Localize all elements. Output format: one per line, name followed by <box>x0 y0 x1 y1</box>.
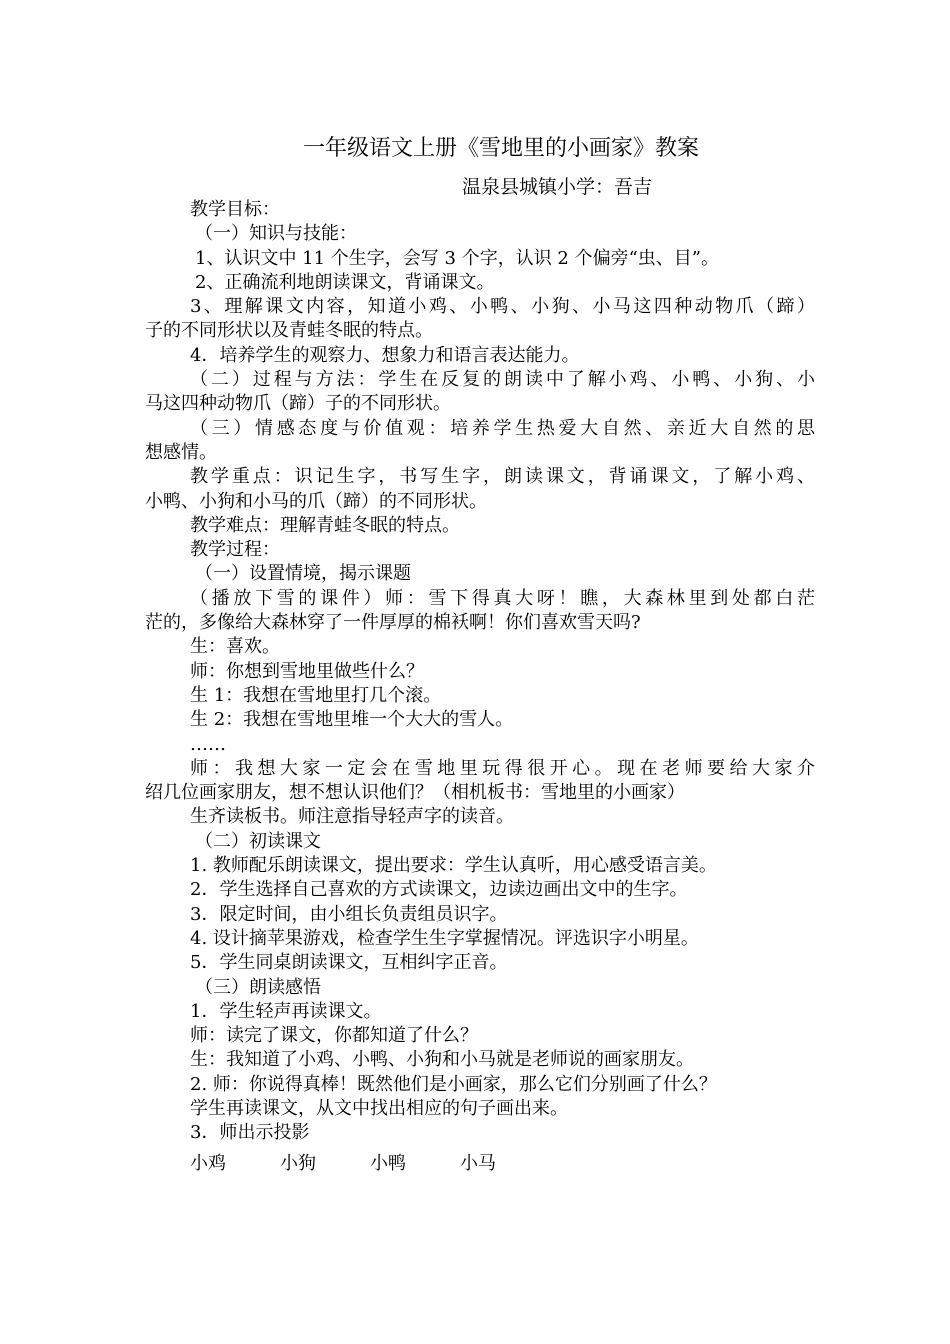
animal-item: 小马 <box>460 1152 496 1174</box>
step-item: 3．限定时间，由小组长负责组员识字。 <box>190 903 508 925</box>
dialogue-line: 师：你想到雪地里做些什么？ <box>190 660 424 682</box>
document-title: 一年级语文上册《雪地里的小画家》教案 <box>302 136 699 161</box>
step-item: 3．师出示投影 <box>190 1122 310 1144</box>
dialogue-line: 师：读完了课文，你都知道了什么？ <box>190 1025 478 1047</box>
paragraph-continued: 绍几位画家朋友，想不想认识他们？（相机板书：雪地里的小画家） <box>145 782 685 804</box>
process-heading: 教学过程： <box>190 539 280 561</box>
paragraph: 生齐读板书。师注意指导轻声字的读音。 <box>190 806 514 828</box>
process-method: （二）过程与方法：学生在反复的朗读中了解小鸡、小鸭、小狗、小 <box>190 369 815 391</box>
paragraph: （播放下雪的课件）师：雪下得真大呀！瞧，大森林里到处都白茫 <box>190 587 815 609</box>
animal-item: 小鸡 <box>190 1152 226 1174</box>
emotion-values-continued: 想感情。 <box>145 441 217 463</box>
step-item: 2. 师：你说得真棒！既然他们是小画家，那么它们分别画了什么？ <box>190 1073 717 1095</box>
paragraph: 师：我想大家一定会在雪地里玩得很开心。现在老师要给大家介 <box>190 757 815 779</box>
dialogue-line: 生：我知道了小鸡、小鸭、小狗和小马就是老师说的画家朋友。 <box>190 1049 694 1071</box>
paragraph: 学生再读课文，从文中找出相应的句子画出来。 <box>190 1097 568 1119</box>
dialogue-line: 生 2：我想在雪地里堆一个大大的雪人。 <box>190 709 514 731</box>
difficulty: 教学难点：理解青蛙冬眠的特点。 <box>190 514 460 536</box>
dialogue-line: 生：喜欢。 <box>190 636 280 658</box>
dialogue-line: 生 1：我想在雪地里打几个滚。 <box>190 684 442 706</box>
knowledge-heading: （一）知识与技能： <box>195 223 357 245</box>
step-item: 4. 设计摘苹果游戏，检查学生生字掌握情况。评选识字小明星。 <box>190 927 699 949</box>
section-heading: （三）朗读感悟 <box>195 976 321 998</box>
process-method-continued: 马这四种动物爪（蹄）子的不同形状。 <box>145 393 451 415</box>
step-item: 5．学生同桌朗读课文，互相纠字正音。 <box>190 952 508 974</box>
key-points: 教学重点：识记生字，书写生字，朗读课文，背诵课文，了解小鸡、 <box>190 466 815 488</box>
objective-item: 3、理解课文内容，知道小鸡、小鸭、小狗、小马这四种动物爪（蹄） <box>190 296 815 318</box>
animal-item: 小狗 <box>280 1152 316 1174</box>
animal-item: 小鸭 <box>370 1152 406 1174</box>
author-line: 温泉县城镇小学：吾吉 <box>462 176 653 198</box>
objective-item-continued: 子的不同形状以及青蛙冬眠的特点。 <box>145 320 433 342</box>
objectives-heading: 教学目标： <box>190 199 280 220</box>
emotion-values: （三）情感态度与价值观：培养学生热爱大自然、亲近大自然的思 <box>190 417 815 439</box>
objective-item: 2、正确流利地朗读课文，背诵课文。 <box>195 271 495 293</box>
animal-list <box>145 1152 815 1176</box>
section-heading: （二）初读课文 <box>195 830 321 852</box>
objective-item: 4．培养学生的观察力、想象力和语言表达能力。 <box>190 344 580 366</box>
paragraph-continued: 茫的，多像给大森林穿了一件厚厚的棉袄啊！你们喜欢雪天吗? <box>145 612 641 634</box>
key-points-continued: 小鸭、小狗和小马的爪（蹄）的不同形状。 <box>145 490 487 512</box>
section-heading: （一）设置情境，揭示课题 <box>195 563 411 585</box>
ellipsis: …… <box>190 733 226 755</box>
document-body <box>145 198 815 1176</box>
step-item: 1．学生轻声再读课文。 <box>190 1000 382 1022</box>
objective-item: 1、认识文中 11 个生字，会写 3 个字，认识 2 个偏旁“虫、目”。 <box>195 247 719 269</box>
step-item: 2．学生选择自己喜欢的方式读课文，边读边画出文中的生字。 <box>190 879 688 901</box>
step-item: 1. 教师配乐朗读课文，提出要求：学生认真听，用心感受语言美。 <box>190 855 717 877</box>
